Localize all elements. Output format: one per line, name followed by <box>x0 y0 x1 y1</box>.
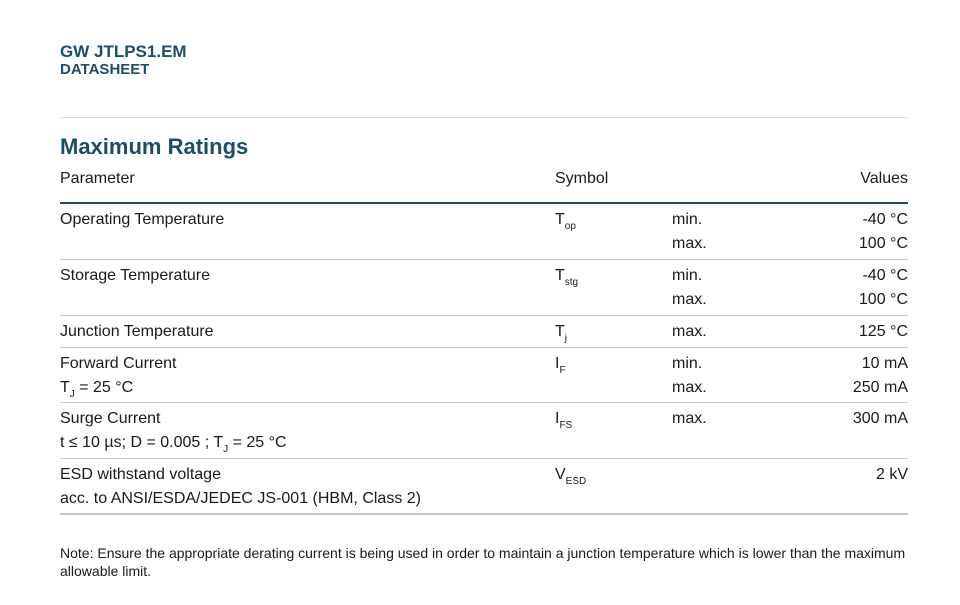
parameter-name: Storage Temperature <box>60 267 211 284</box>
product-name: GW JTLPS1.EM <box>60 42 187 61</box>
parameter-name: Surge Current <box>60 410 161 427</box>
document-header <box>60 42 187 78</box>
parameter-name: Junction Temperature <box>60 323 214 340</box>
limit-label: min. <box>672 211 703 228</box>
limit-value: 125 °C <box>858 323 908 340</box>
symbol-subscript: ESD <box>565 476 587 487</box>
symbol-base: T <box>555 267 565 284</box>
symbol <box>555 323 567 344</box>
limit-value: 100 °C <box>858 235 908 252</box>
table-row <box>60 316 908 348</box>
table-row <box>60 459 908 515</box>
limit-label: max. <box>672 323 707 340</box>
table-row <box>60 204 908 260</box>
limit-label: max. <box>672 291 707 308</box>
parameter-name: Forward Current <box>60 355 177 372</box>
document-type: DATASHEET <box>60 61 150 78</box>
symbol-subscript: F <box>559 365 566 376</box>
parameter-name: ESD withstand voltage <box>60 466 221 483</box>
limit-value: 250 mA <box>852 379 908 396</box>
section-title: Maximum Ratings <box>60 134 249 159</box>
symbol-base: T <box>555 211 565 228</box>
parameter-name: Operating Temperature <box>60 211 225 228</box>
symbol-base: I <box>555 355 560 372</box>
symbol <box>555 410 572 431</box>
limit-value: 300 mA <box>852 410 908 427</box>
symbol-subscript: op <box>564 221 576 232</box>
limit-value: -40 °C <box>862 267 908 284</box>
ratings-table <box>60 166 908 515</box>
column-header-symbol: Symbol <box>555 170 609 187</box>
symbol <box>555 267 578 288</box>
limit-label: min. <box>672 267 703 284</box>
symbol-subscript: FS <box>559 420 573 431</box>
symbol <box>555 355 566 376</box>
limit-label: min. <box>672 355 703 372</box>
limit-label: max. <box>672 410 707 427</box>
limit-value: -40 °C <box>862 211 908 228</box>
limit-value: 2 kV <box>875 466 908 483</box>
parameter-condition: acc. to ANSI/ESDA/JEDEC JS-001 (HBM, Class 2) <box>60 490 421 507</box>
table-row <box>60 348 908 403</box>
symbol-subscript: stg <box>564 277 579 288</box>
symbol-subscript: j <box>564 333 568 344</box>
limit-value: 100 °C <box>858 291 908 308</box>
symbol <box>555 211 576 232</box>
limit-label: max. <box>672 235 707 252</box>
table-body <box>60 204 908 515</box>
symbol-base: I <box>555 410 560 427</box>
table-row <box>60 260 908 316</box>
footnote: Note: Ensure the appropriate derating current is being used in order to maintain a junction temperature which is lower than the maximum allowable limit. <box>60 545 906 579</box>
symbol-base: T <box>555 323 565 340</box>
parameter-condition: $T_J = 25$ °C <box>60 379 134 400</box>
table-header <box>60 166 908 204</box>
column-header-values: Values <box>860 170 908 187</box>
limit-label: max. <box>672 379 707 396</box>
symbol-base: V <box>555 466 566 483</box>
symbol <box>555 466 586 487</box>
parameter-condition: t ≤ 10 µs; D = 0.005 ; $T_J = 25$ °C <box>60 434 287 455</box>
header-divider <box>60 117 908 118</box>
limit-value: 10 mA <box>861 355 908 372</box>
column-header-parameter: Parameter <box>60 170 135 187</box>
table-row <box>60 403 908 459</box>
